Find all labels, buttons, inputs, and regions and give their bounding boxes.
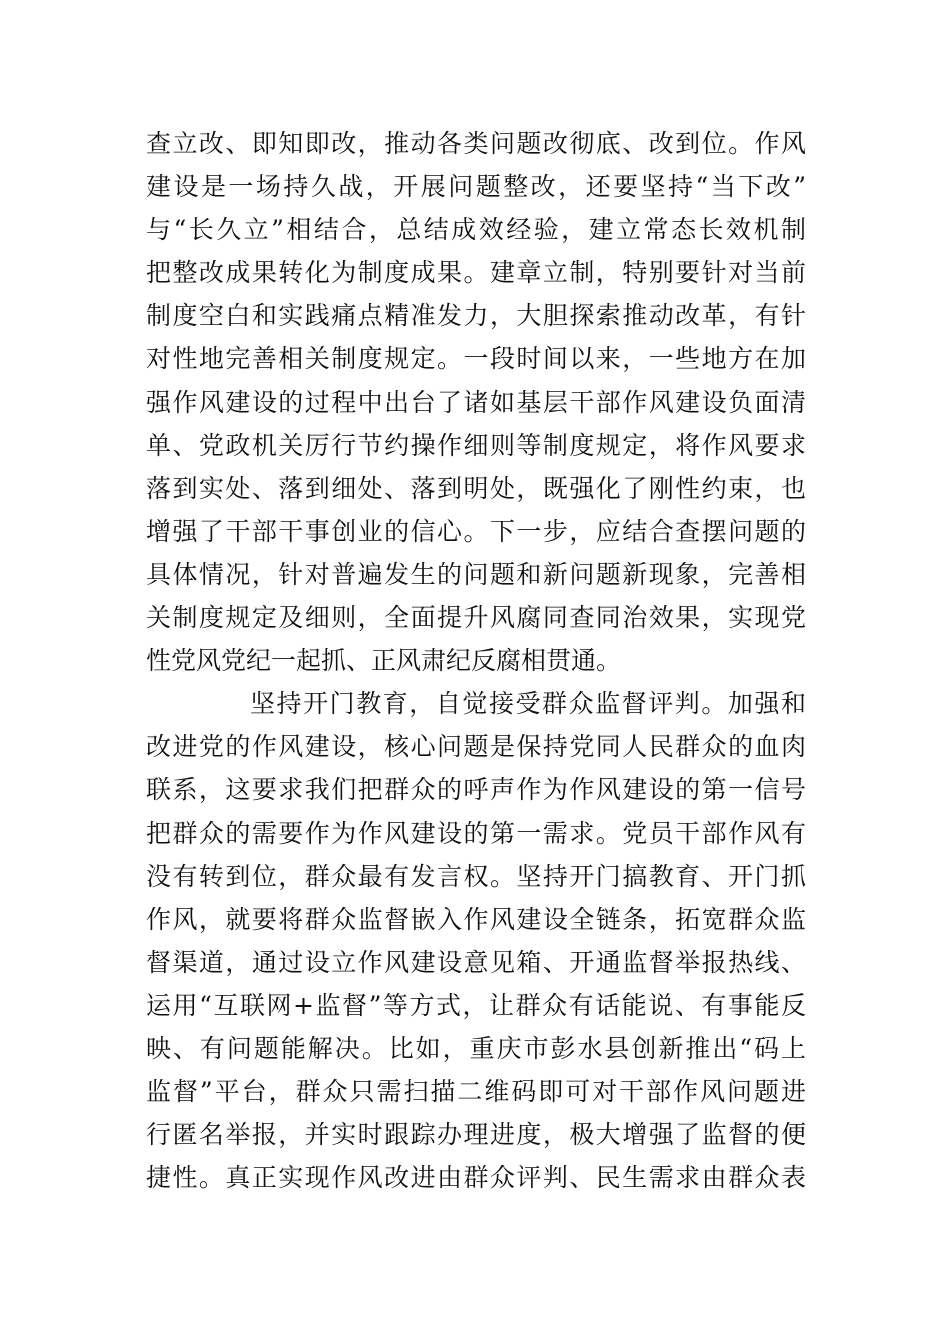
text-line: 建设是一场持久战，开展问题整改，还要坚持“当下改”: [146, 172, 806, 202]
text-line: 联系，这要求我们把群众的呼声作为作风建设的第一信号: [146, 775, 806, 805]
text-line: 与“长久立”相结合，总结成效经验，建立常态长效机制: [146, 215, 806, 245]
text-line: 作风，就要将群众监督嵌入作风建设全链条，拓宽群众监: [146, 904, 806, 934]
text-line: 具体情况，针对普遍发生的问题和新问题新现象，完善相: [146, 559, 806, 589]
text-line: 性党风党纪一起抓、正风肃纪反腐相贯通。: [146, 646, 622, 676]
text-line: 强作风建设的过程中出台了诸如基层干部作风建设负面清: [146, 387, 806, 417]
text-line: 映、有问题能解决。比如，重庆市彭水县创新推出“码上: [146, 1033, 806, 1063]
text-line: 关制度规定及细则，全面提升风腐同查同治效果，实现党: [146, 603, 806, 633]
text-line: 把整改成果转化为制度成果。建章立制，特别要针对当前: [146, 258, 806, 288]
text-line: 查立改、即知即改，推动各类问题改彻底、改到位。作风: [146, 129, 806, 158]
text-line: 对性地完善相关制度规定。一段时间以来，一些地方在加: [146, 344, 806, 374]
text-line: 制度空白和实践痛点精准发力，大胆探索推动改革，有针: [146, 301, 806, 331]
text-line: 单、党政机关厉行节约操作细则等制度规定，将作风要求: [146, 430, 806, 460]
text-line: 没有转到位，群众最有发言权。坚持开门搞教育、开门抓: [146, 861, 806, 891]
text-line: 督渠道，通过设立作风建设意见箱、开通监督举报热线、: [146, 947, 806, 977]
text-line: 把群众的需要作为作风建设的第一需求。党员干部作风有: [146, 818, 806, 848]
text-line: 运用“互联网+监督”等方式，让群众有话能说、有事能反: [146, 990, 806, 1020]
text-line: 改进党的作风建设，核心问题是保持党同人民群众的血肉: [146, 732, 806, 762]
paragraph-1: [146, 122, 806, 682]
text-line: 监督”平台，群众只需扫描二维码即可对干部作风问题进: [146, 1077, 806, 1107]
text-line: 坚持开门教育，自觉接受群众监督评判。加强和: [250, 689, 806, 719]
text-line: 捷性。真正实现作风改进由群众评判、民生需求由群众表: [146, 1163, 806, 1193]
text-line: 落到实处、落到细处、落到明处，既强化了刚性约束，也: [146, 473, 806, 503]
document-body: [146, 122, 806, 1199]
paragraph-2: [146, 682, 806, 1199]
text-line: 增强了干部干事创业的信心。下一步，应结合查摆问题的: [146, 516, 806, 546]
text-line: 行匿名举报，并实时跟踪办理进度，极大增强了监督的便: [146, 1120, 806, 1150]
